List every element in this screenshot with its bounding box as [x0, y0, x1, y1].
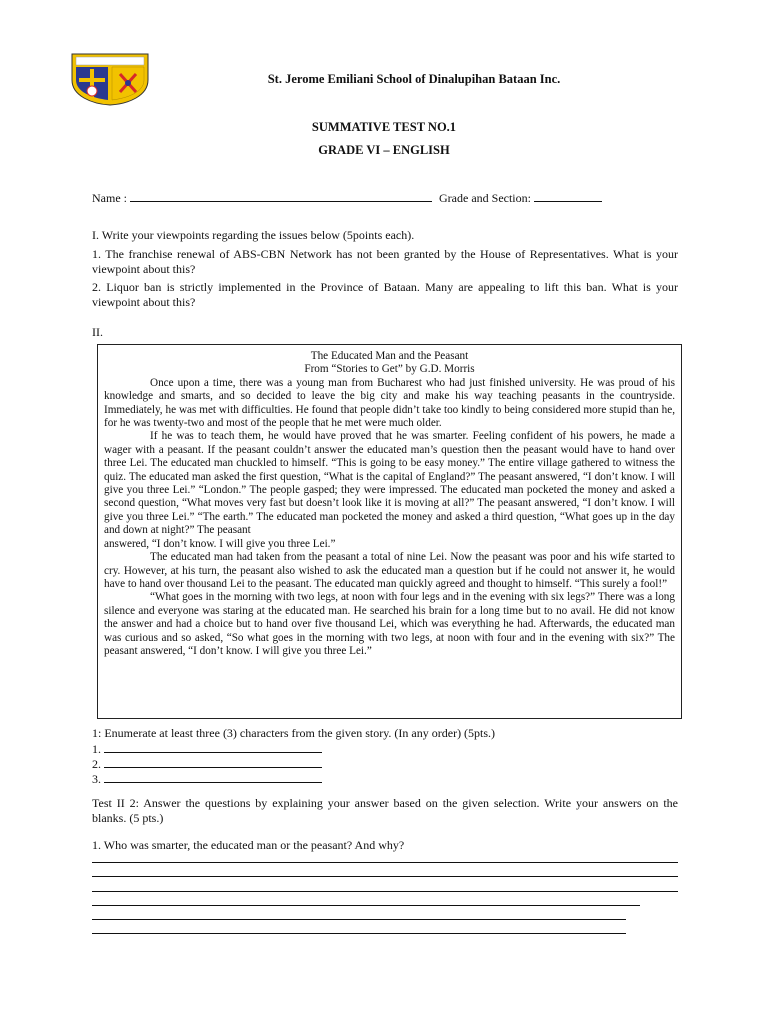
story-box [97, 344, 682, 719]
part1-question-1: 1. The franchise renewal of ABS-CBN Network has not been granted by the House of Representatives. What is your viewpoint about this? [92, 247, 678, 276]
enum-number: 2. [92, 757, 101, 771]
name-field[interactable] [130, 190, 432, 202]
name-row [92, 190, 602, 206]
story-paragraph: “What goes in the morning with two legs, at noon with four legs and in the evening with six legs?” There was a long silence and everyone was staring at the educated man. He searched his brain for a long time but to no avail. He did not know the answer and had a choice but to hand over five thousand Lei, which was everything he had. Afterwards, the educated man was curious and so asked, “So what goes in the morning with two legs, at noon with four and in the evening with six?” The peasant answered, “I don’t know. I will give you three Lei.” [104, 591, 675, 657]
answer-line[interactable] [92, 876, 678, 877]
part1-question-2: 2. Liquor ban is strictly implemented in the Province of Bataan. Many are appealing to lift this ban. What is your viewpoint about this? [92, 280, 678, 309]
grade-section-label: Grade and Section: [439, 191, 531, 205]
story-paragraph: If he was to teach them, he would have proved that he was smarter. Feeling confident of his powers, he made a wager with a peasant. If the peasant couldn’t answer the educated man’s question then the peasant would have to hand over three Lei. The educated man chuckled to himself. “This is going to be easy money.” The entire village gathered to witness the quiz. The educated man asked the first question, “What is the capital of England?” The peasant answered, “I don’t know. I will give you three Lei.” “London.” The people gasped; they were impressed. The educated man pocketed the money and asked a second question, “What moves very fast but doesn’t look like it is moving at all?” The peasant answered, “I don’t know. I will give you three Lei.” “The earth.” The educated man pocketed the money and asked a third question, “What goes up in the day and down at night?” The peasant [104, 430, 675, 537]
school-name: St. Jerome Emiliani School of Dinalupihan Bataan Inc. [267, 72, 561, 86]
story-paragraph: The educated man had taken from the peasant a total of nine Lei. Now the peasant was poor and his wife started to cry. However, at his turn, the peasant also wished to ask the educated man a question but if he could not answer it, he would have to hand over thousand Lei to the peasant. The educated man quickly agreed and thought to himself. “This surely a fool!” [104, 551, 675, 590]
story-paragraph: answered, “I don’t know. I will give you three Lei.” [104, 537, 336, 550]
enum-number: 1. [92, 742, 101, 756]
enum-item [92, 741, 322, 757]
enum-number: 3. [92, 772, 101, 786]
answer-line[interactable] [92, 919, 626, 920]
answer-line[interactable] [92, 905, 640, 906]
enum-item [92, 756, 322, 772]
enum-answer-field[interactable] [104, 756, 322, 768]
story-paragraph: Once upon a time, there was a young man from Bucharest who had just finished university. He was proud of his knowledge and smarts, and so decided to leave the big city and make his way teaching peasants in the countryside. Immediately, he was met with difficulties. He found that people didn’t take too kindly to being considered more stupid than he, for he was twenty-two and most of the people that he met were much older. [104, 376, 675, 430]
story-title: The Educated Man and the Peasant [310, 350, 469, 362]
part2-label: II. [92, 325, 103, 339]
enum-item [92, 771, 322, 787]
enumerate-instruction: 1: Enumerate at least three (3) characters from the given story. (In any order) (5pts.) [92, 726, 496, 740]
test2-question-1: 1. Who was smarter, the educated man or the peasant? And why? [92, 838, 405, 852]
answer-line[interactable] [92, 891, 678, 892]
logo-seal [87, 86, 97, 96]
logo-top-band [76, 57, 144, 65]
name-label: Name : [92, 191, 127, 205]
story-source: From “Stories to Get” by G.D. Morris [304, 363, 475, 376]
grade-subject: GRADE VI – ENGLISH [318, 143, 450, 157]
grade-section-field[interactable] [534, 190, 602, 202]
answer-line[interactable] [92, 862, 678, 863]
test-title: SUMMATIVE TEST NO.1 [311, 120, 457, 134]
enum-answer-field[interactable] [104, 771, 322, 783]
test2-instruction: Test II 2: Answer the questions by explaining your answer based on the given selection. Write your answers on the blanks. (5 pts.) [92, 796, 678, 825]
answer-line[interactable] [92, 933, 626, 934]
part1-instruction: I. Write your viewpoints regarding the issues below (5points each). [92, 228, 415, 242]
enum-answer-field[interactable] [104, 741, 322, 753]
